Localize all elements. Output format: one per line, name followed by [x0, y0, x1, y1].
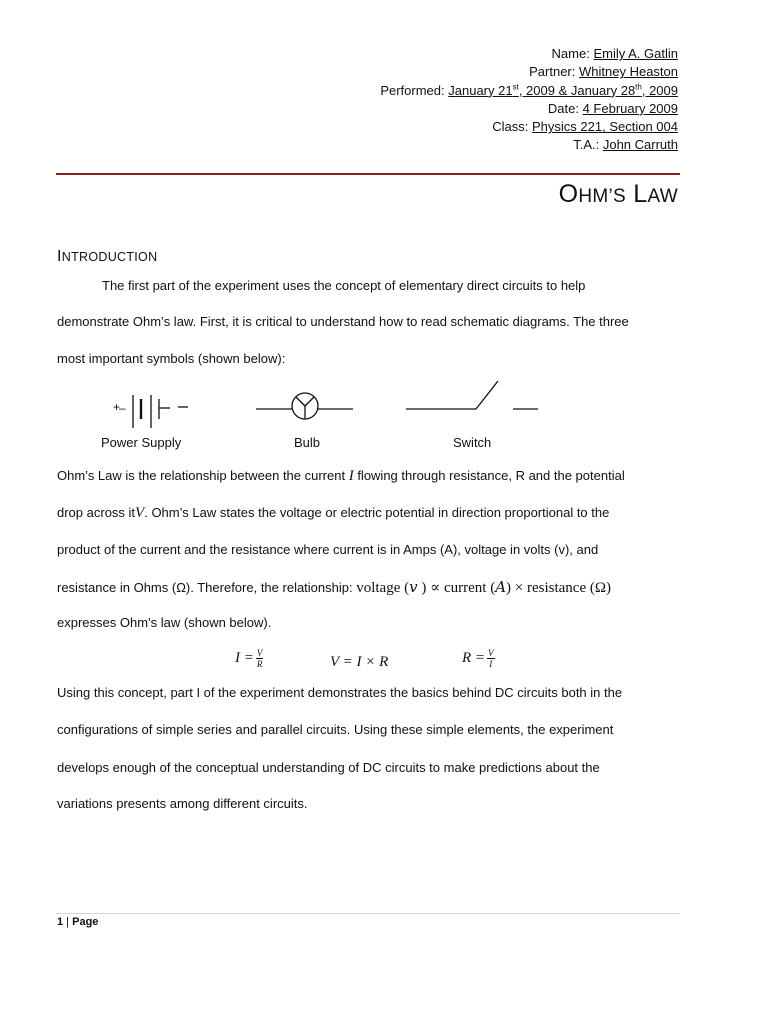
minus-sign-left: – — [119, 401, 126, 415]
performed-part2: , 2009 & January 28 — [518, 82, 636, 98]
performed-sup1: st — [512, 82, 519, 92]
fraction-numerator: V — [256, 648, 263, 658]
footer-divider — [56, 913, 680, 914]
switch-arm — [476, 381, 498, 409]
partner-value: Whitney Heaston — [579, 64, 678, 80]
performed-line — [380, 82, 678, 100]
ohms-l2-b: . Ohm’s Law states the voltage or electric potential in direction proportional to the — [144, 505, 610, 520]
switch-label: Switch — [453, 435, 492, 450]
footer-separator: | — [63, 916, 73, 928]
concept-line-4: variations presents among different circuits. — [57, 796, 308, 811]
title-o-cap: O — [558, 180, 579, 208]
ohms-line-2 — [57, 505, 609, 522]
fraction-v-over-r — [256, 648, 264, 669]
name-line — [380, 45, 678, 63]
introduction-heading — [57, 248, 157, 266]
ta-value: John Carruth — [602, 137, 678, 153]
heading-cap: I — [57, 248, 62, 265]
performed-part3: , 2009 — [641, 82, 678, 98]
page-title — [559, 180, 678, 209]
ohms-line-4 — [57, 578, 611, 597]
fraction-denominator: I — [489, 659, 493, 669]
name-value: Emily A. Gatlin — [593, 46, 678, 61]
name-label: Name: — [551, 46, 590, 61]
intro-line-3: most important symbols (shown below): — [57, 351, 286, 366]
formula-resistance-lhs: R = — [462, 649, 486, 666]
title-hm: HM — [578, 186, 609, 207]
performed-label: Performed: — [380, 82, 445, 98]
date-line — [380, 100, 678, 118]
report-header — [380, 45, 678, 155]
concept-line-2: configurations of simple series and parallel circuits. Using these simple elements, the experiment — [57, 722, 614, 737]
intro-line-1: The first part of the experiment uses the concept of elementary direct circuits to help — [102, 278, 586, 293]
current-variable: I — [348, 468, 354, 484]
class-label: Class: — [492, 119, 529, 135]
bulb-label: Bulb — [294, 435, 321, 450]
title-l-cap: L — [633, 180, 648, 208]
class-line — [380, 118, 678, 136]
concept-line-1: Using this concept, part I of the experiment demonstrates the basics behind DC circuits both in the — [57, 685, 623, 700]
intro-line-2: demonstrate Ohm’s law. First, it is critical to understand how to read schematic diagrams. The three — [57, 314, 629, 329]
proportionality-relation: voltage (𝑣 ) ∝ current (𝐴) × resistance (Ω) — [356, 580, 612, 596]
partner-line — [380, 63, 678, 81]
performed-sup2: th — [635, 82, 642, 92]
page-number: 1 — [57, 916, 64, 928]
date-label: Date: — [547, 100, 579, 116]
page-footer — [57, 916, 98, 928]
power-supply-symbol — [113, 395, 188, 428]
page-label: Page — [72, 916, 99, 928]
formula-voltage: V = I × R — [330, 654, 389, 670]
ohms-l1-a: Ohm’s Law is the relationship between the current — [57, 468, 349, 483]
formula-current — [235, 648, 263, 669]
fraction-v-over-i — [487, 648, 495, 669]
title-divider — [56, 173, 680, 175]
voltage-variable: V — [135, 505, 145, 521]
date-value: 4 February 2009 — [582, 100, 678, 116]
ohms-line-3: product of the current and the resistance where current is in Amps (A), voltage in volts (v), and — [57, 542, 599, 557]
concept-line-3: develops enough of the conceptual understanding of DC circuits to make predictions about the — [57, 760, 600, 775]
schematic-symbols — [100, 375, 550, 435]
ohms-line-1 — [57, 468, 625, 485]
ta-label: T.A.: — [573, 137, 600, 153]
plus-sign: + — [113, 400, 121, 414]
title-aw: AW — [647, 186, 678, 207]
switch-symbol — [406, 381, 538, 409]
ta-line — [380, 136, 678, 154]
bulb-filament-a — [296, 397, 305, 406]
bulb-filament-b — [305, 397, 314, 406]
class-value: Physics 221, Section 004 — [532, 119, 678, 135]
formula-resistance — [462, 648, 495, 669]
heading-rest: NTRODUCTION — [61, 250, 158, 264]
power-supply-label: Power Supply — [101, 435, 182, 450]
ohms-l2-a: drop across it — [57, 505, 136, 520]
bulb-symbol — [256, 393, 353, 419]
ohms-line-5: expresses Ohm’s law (shown below). — [57, 615, 272, 630]
title-apostrophe-s: ’S — [608, 186, 627, 207]
formula-current-lhs: I = — [235, 649, 254, 666]
performed-value — [448, 83, 678, 98]
fraction-denominator: R — [256, 659, 263, 669]
performed-part1: January 21 — [448, 82, 513, 98]
fraction-numerator: V — [488, 648, 494, 658]
ohms-l4-a: resistance in Ohms (Ω). Therefore, the relationship: — [57, 580, 357, 595]
partner-label: Partner: — [529, 64, 576, 80]
ohms-l1-b: flowing through resistance, R and the potential — [353, 468, 625, 483]
